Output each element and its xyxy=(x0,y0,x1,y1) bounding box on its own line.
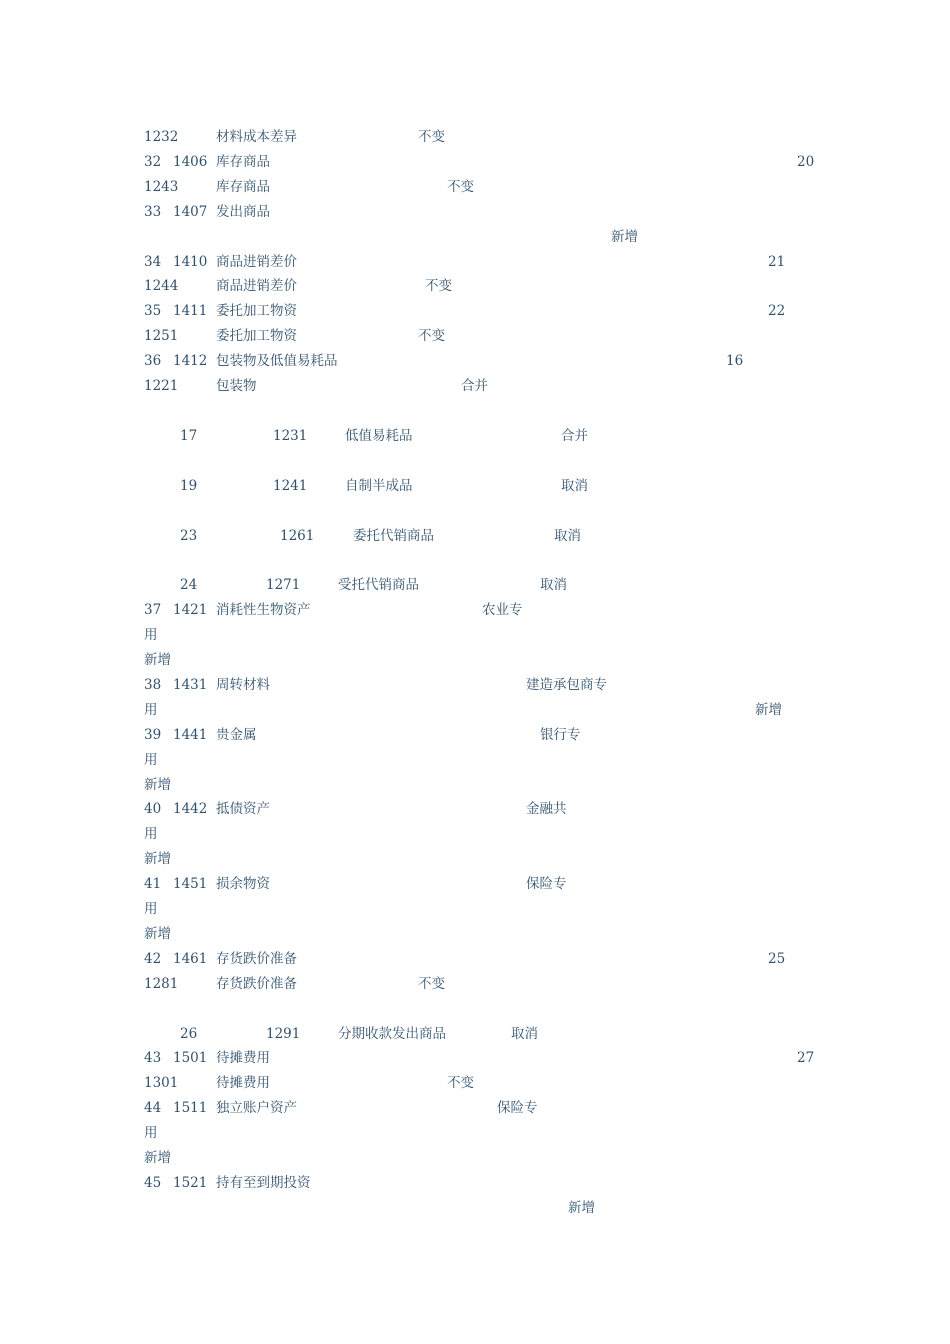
text-cell: 1412 xyxy=(173,353,208,369)
text-cell: 1451 xyxy=(173,876,208,892)
text-cell: 27 xyxy=(797,1050,815,1066)
text-cell: 用 xyxy=(144,901,158,917)
text-cell: 20 xyxy=(797,154,815,170)
text-cell: 1251 xyxy=(144,328,179,344)
text-cell: 22 xyxy=(768,303,786,319)
text-cell: 36 xyxy=(144,353,162,369)
text-cell: 23 xyxy=(180,528,198,544)
text-cell: 19 xyxy=(180,478,198,494)
text-cell: 不变 xyxy=(447,179,474,195)
text-cell: 新增 xyxy=(144,926,171,942)
text-cell: 不变 xyxy=(447,1075,474,1091)
text-cell: 独立账户资产 xyxy=(216,1100,297,1116)
text-cell: 17 xyxy=(180,428,198,444)
text-cell: 自制半成品 xyxy=(345,478,413,494)
text-cell: 1442 xyxy=(173,801,208,817)
text-cell: 包装物 xyxy=(216,378,257,394)
text-cell: 保险专 xyxy=(497,1100,538,1116)
text-cell: 取消 xyxy=(540,577,567,593)
text-cell: 发出商品 xyxy=(216,204,270,220)
text-cell: 抵债资产 xyxy=(216,801,270,817)
text-cell: 用 xyxy=(144,826,158,842)
text-cell: 39 xyxy=(144,727,162,743)
text-cell: 商品进销差价 xyxy=(216,278,297,294)
text-cell: 损余物资 xyxy=(216,876,270,892)
text-cell: 金融共 xyxy=(526,801,567,817)
text-cell: 消耗性生物资产 xyxy=(216,602,311,618)
text-cell: 银行专 xyxy=(540,727,581,743)
text-cell: 建造承包商专 xyxy=(526,677,607,693)
text-cell: 1291 xyxy=(266,1026,301,1042)
text-cell: 41 xyxy=(144,876,162,892)
text-cell: 1406 xyxy=(173,154,208,170)
text-cell: 用 xyxy=(144,702,158,718)
text-cell: 农业专 xyxy=(482,602,523,618)
text-cell: 新增 xyxy=(611,229,638,245)
text-cell: 委托加工物资 xyxy=(216,328,297,344)
text-cell: 低值易耗品 xyxy=(345,428,413,444)
text-cell: 34 xyxy=(144,254,162,270)
text-cell: 不变 xyxy=(425,278,452,294)
text-cell: 用 xyxy=(144,627,158,643)
text-cell: 持有至到期投资 xyxy=(216,1175,311,1191)
text-cell: 32 xyxy=(144,154,162,170)
text-cell: 合并 xyxy=(461,378,488,394)
text-cell: 不变 xyxy=(418,976,445,992)
text-cell: 1241 xyxy=(273,478,308,494)
text-cell: 43 xyxy=(144,1050,162,1066)
text-cell: 材料成本差异 xyxy=(216,129,297,145)
text-cell: 1411 xyxy=(173,303,208,319)
text-cell: 新增 xyxy=(568,1200,595,1216)
text-cell: 42 xyxy=(144,951,162,967)
text-cell: 取消 xyxy=(561,478,588,494)
text-cell: 37 xyxy=(144,602,162,618)
text-cell: 38 xyxy=(144,677,162,693)
text-cell: 库存商品 xyxy=(216,154,270,170)
text-cell: 库存商品 xyxy=(216,179,270,195)
text-cell: 取消 xyxy=(511,1026,538,1042)
text-cell: 存货跌价准备 xyxy=(216,951,297,967)
text-cell: 25 xyxy=(768,951,786,967)
text-cell: 新增 xyxy=(144,652,171,668)
text-cell: 委托代销商品 xyxy=(353,528,434,544)
text-cell: 贵金属 xyxy=(216,727,257,743)
text-cell: 1431 xyxy=(173,677,208,693)
text-cell: 新增 xyxy=(144,777,171,793)
text-cell: 44 xyxy=(144,1100,162,1116)
text-cell: 1441 xyxy=(173,727,208,743)
text-cell: 16 xyxy=(726,353,744,369)
text-cell: 1410 xyxy=(173,254,208,270)
text-cell: 1501 xyxy=(173,1050,208,1066)
text-cell: 1221 xyxy=(144,378,179,394)
text-cell: 委托加工物资 xyxy=(216,303,297,319)
text-cell: 33 xyxy=(144,204,162,220)
text-cell: 保险专 xyxy=(526,876,567,892)
text-cell: 1244 xyxy=(144,278,179,294)
text-cell: 35 xyxy=(144,303,162,319)
text-cell: 不变 xyxy=(418,129,445,145)
text-cell: 1271 xyxy=(266,577,301,593)
text-cell: 1232 xyxy=(144,129,179,145)
text-cell: 待摊费用 xyxy=(216,1075,270,1091)
text-cell: 1461 xyxy=(173,951,208,967)
text-cell: 合并 xyxy=(561,428,588,444)
text-cell: 1301 xyxy=(144,1075,179,1091)
text-cell: 存货跌价准备 xyxy=(216,976,297,992)
text-cell: 分期收款发出商品 xyxy=(338,1026,446,1042)
text-cell: 受托代销商品 xyxy=(338,577,419,593)
text-cell: 1521 xyxy=(173,1175,208,1191)
text-cell: 新增 xyxy=(144,851,171,867)
text-cell: 用 xyxy=(144,752,158,768)
text-cell: 45 xyxy=(144,1175,162,1191)
text-cell: 26 xyxy=(180,1026,198,1042)
text-cell: 新增 xyxy=(144,1150,171,1166)
text-cell: 1261 xyxy=(280,528,315,544)
text-cell: 新增 xyxy=(755,702,782,718)
text-cell: 取消 xyxy=(554,528,581,544)
text-cell: 1281 xyxy=(144,976,179,992)
text-cell: 24 xyxy=(180,577,198,593)
text-cell: 待摊费用 xyxy=(216,1050,270,1066)
text-cell: 1231 xyxy=(273,428,308,444)
text-cell: 不变 xyxy=(418,328,445,344)
text-cell: 1243 xyxy=(144,179,179,195)
text-cell: 1421 xyxy=(173,602,208,618)
text-cell: 包装物及低值易耗品 xyxy=(216,353,338,369)
text-cell: 1511 xyxy=(173,1100,208,1116)
text-cell: 1407 xyxy=(173,204,208,220)
text-cell: 用 xyxy=(144,1125,158,1141)
text-cell: 40 xyxy=(144,801,162,817)
text-cell: 商品进销差价 xyxy=(216,254,297,270)
text-cell: 周转材料 xyxy=(216,677,270,693)
text-cell: 21 xyxy=(768,254,786,270)
